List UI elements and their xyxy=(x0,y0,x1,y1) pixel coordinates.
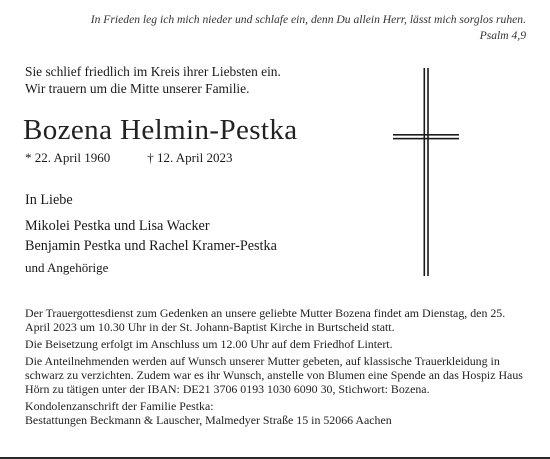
condolence-label: Kondolenzanschrift der Familie Pestka: xyxy=(25,399,214,413)
intro-text xyxy=(25,63,281,97)
service-info: Der Trauergottesdienst zum Gedenken an unsere geliebte Mutter Bozena findet am Dienstag, den 25. April 2023 um 10.30 Uhr in der St. Johann-Baptist Kirche in Burtscheid statt. xyxy=(25,306,506,335)
bible-quote xyxy=(6,12,526,44)
mourner-line-2: Benjamin Pestka und Rachel Kramer-Pestka xyxy=(25,238,277,254)
mourner-line-3: und Angehörige xyxy=(25,260,109,275)
birth-date: * 22. April 1960 xyxy=(25,150,111,165)
intro-line-1: Sie schlief friedlich im Kreis ihrer Liebsten ein. xyxy=(25,64,281,79)
deceased-name: Bozena Helmin-Pestka xyxy=(23,114,298,146)
death-date: † 12. April 2023 xyxy=(147,150,233,165)
service-details xyxy=(25,306,530,430)
mourners-heading: In Liebe xyxy=(25,192,73,208)
latin-cross-icon xyxy=(393,68,459,276)
burial-info: Die Beisetzung erfolgt im Anschluss um 12.00 Uhr auf dem Friedhof Lintert. xyxy=(25,337,393,351)
quote-source: Psalm 4,9 xyxy=(479,29,526,42)
intro-line-2: Wir trauern um die Mitte unserer Familie. xyxy=(25,81,250,96)
mourner-line-1: Mikolei Pestka und Lisa Wacker xyxy=(25,218,210,234)
wishes-info: Die Anteilnehmenden werden auf Wunsch unserer Mutter gebeten, auf klassische Trauerkleidung in schwarz zu verzichten. Zudem war es ihr Wunsch, anstelle von Blumen eine Spende an das Hospiz Haus Hörn zu tätigen unter der IBAN: DE21 3706 0193 1030 6090 30, Stichwort: Bozena. xyxy=(25,353,523,397)
life-dates xyxy=(25,150,232,166)
mourners-list xyxy=(25,190,277,278)
condolence-address: Bestattungen Beckmann & Lauscher, Malmedyer Straße 15 in 52066 Aachen xyxy=(25,413,392,428)
quote-text: In Frieden leg ich mich nieder und schlafe ein, denn Du allein Herr, lässt mich sorglos ruhen. xyxy=(90,13,526,26)
